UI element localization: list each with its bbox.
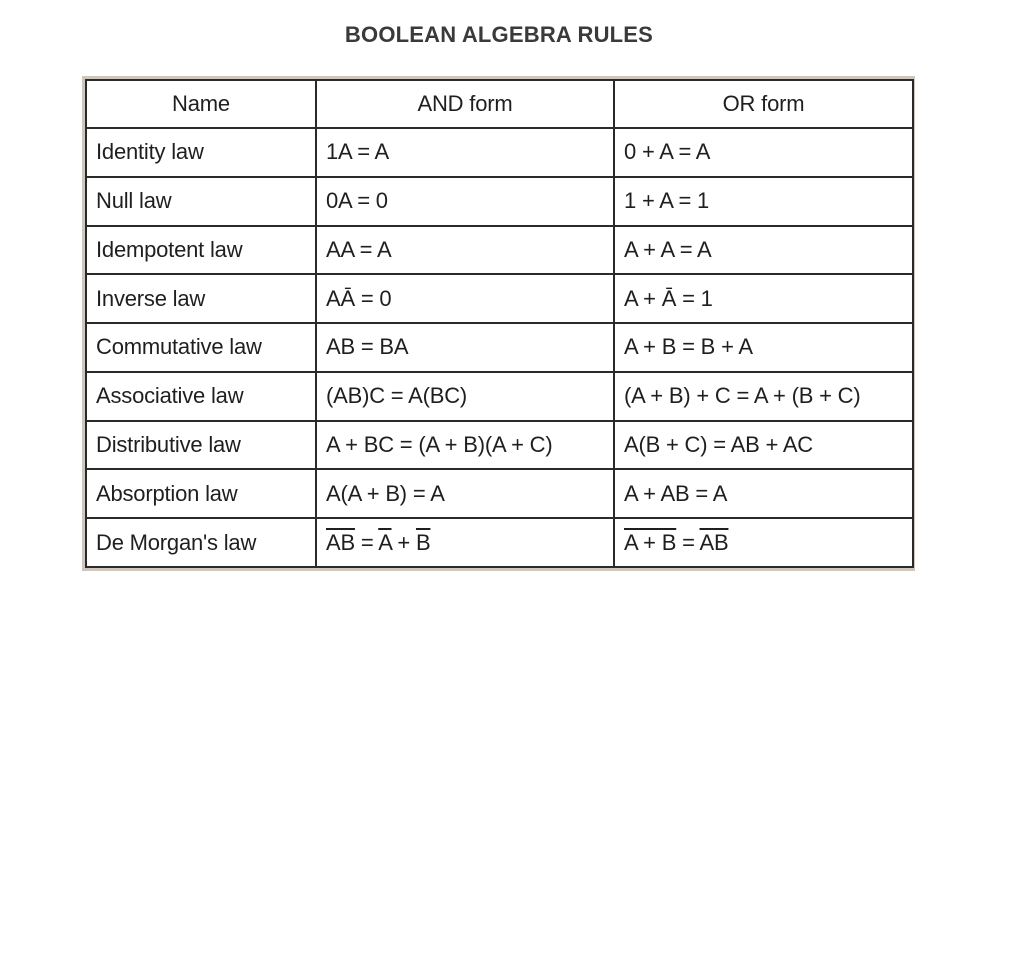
or-form: 0 + A = A [614, 128, 913, 177]
law-name: Distributive law [86, 421, 316, 470]
table-row [86, 226, 913, 275]
and-form: 0A = 0 [316, 177, 614, 226]
table-row [86, 372, 913, 421]
page-title: BOOLEAN ALGEBRA RULES [344, 22, 654, 47]
and-form: A + BC = (A + B)(A + C) [316, 421, 614, 470]
and-form: 1A = A [316, 128, 614, 177]
header-or-form: OR form [614, 80, 913, 128]
law-name: Null law [86, 177, 316, 226]
table-row [86, 518, 913, 567]
and-form: AB = BA [316, 323, 614, 372]
and-form: $\overline{AB} = \overline{A} + \overline{B}$ [326, 529, 431, 555]
and-form: (AB)C = A(BC) [316, 372, 614, 421]
boolean-rules-table [85, 79, 914, 568]
or-form: (A + B) + C = A + (B + C) [614, 372, 913, 421]
table-row [86, 323, 913, 372]
header-and-form: AND form [316, 80, 614, 128]
or-form: 1 + A = 1 [614, 177, 913, 226]
table-row [86, 274, 913, 323]
table-row [86, 469, 913, 518]
and-form: A(A + B) = A [316, 469, 614, 518]
table-header-row [86, 80, 913, 128]
table-row [86, 421, 913, 470]
law-name: Idempotent law [86, 226, 316, 275]
law-name: Identity law [86, 128, 316, 177]
table-row [86, 177, 913, 226]
or-form: A(B + C) = AB + AC [614, 421, 913, 470]
law-name: Absorption law [86, 469, 316, 518]
table-frame [82, 76, 915, 571]
or-form: A + Ā = 1 [614, 274, 913, 323]
table-row [86, 128, 913, 177]
or-form: A + AB = A [614, 469, 913, 518]
law-name: Inverse law [86, 274, 316, 323]
law-name: Associative law [86, 372, 316, 421]
law-name: Commutative law [86, 323, 316, 372]
header-name: Name [86, 80, 316, 128]
and-form: AA = A [316, 226, 614, 275]
or-form: A + B = B + A [614, 323, 913, 372]
or-form: $A + B = \overline{A}\overline{B}$ [624, 529, 729, 555]
or-form-de-morgan [614, 518, 913, 567]
and-form: AĀ = 0 [316, 274, 614, 323]
or-form: A + A = A [614, 226, 913, 275]
and-form-de-morgan [316, 518, 614, 567]
law-name: De Morgan's law [86, 518, 316, 567]
